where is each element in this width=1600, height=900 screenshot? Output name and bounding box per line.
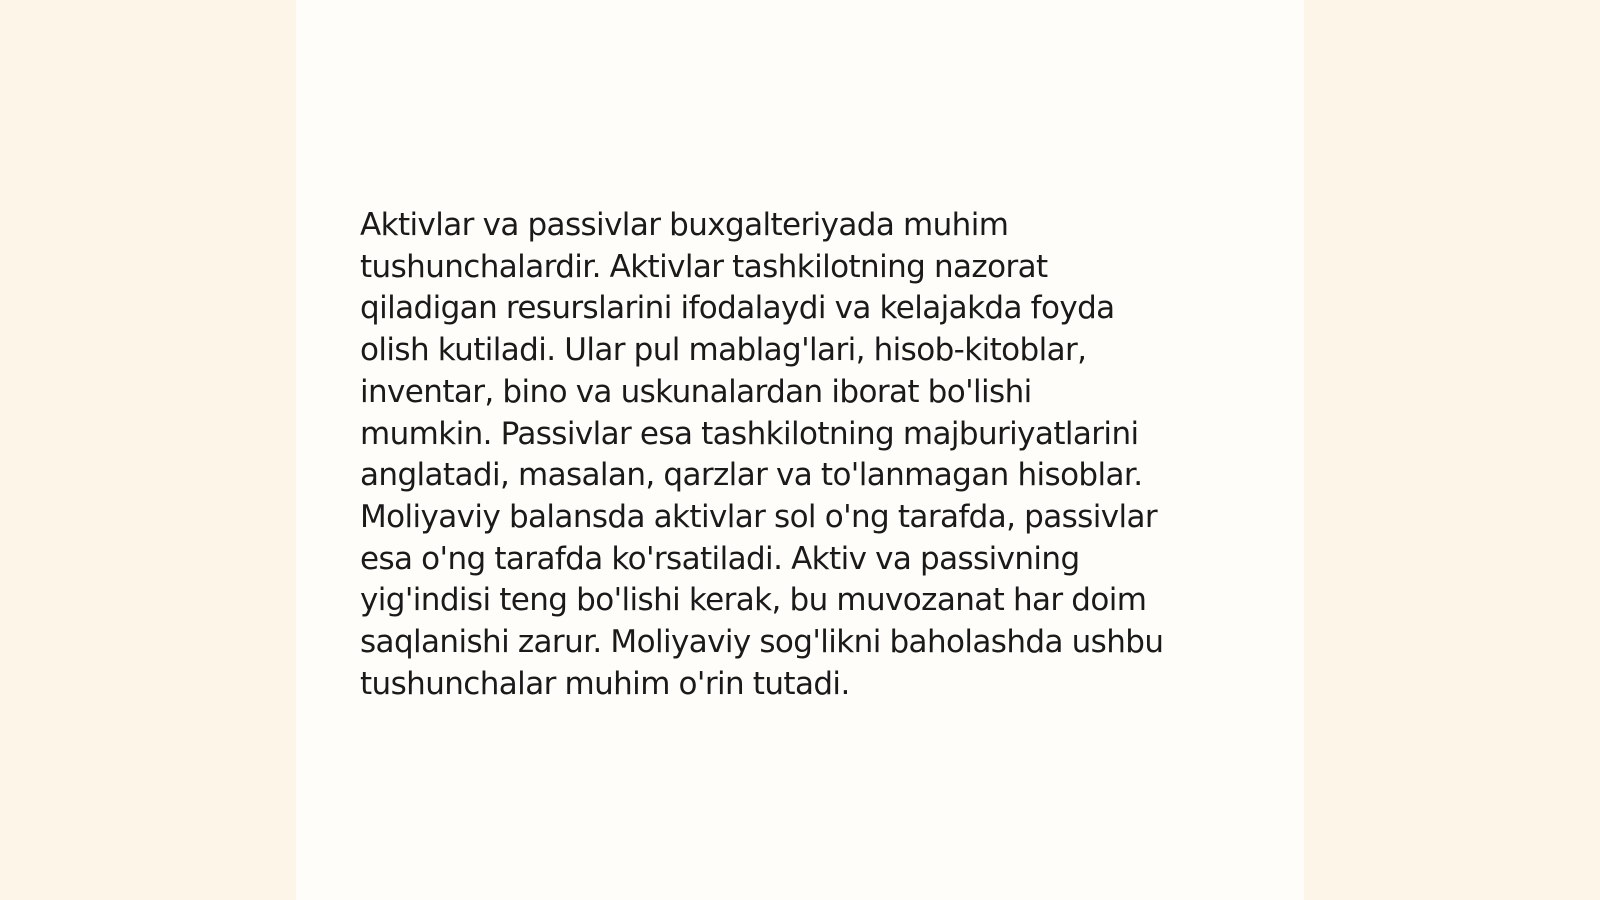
paragraph-line: Aktivlar va passivlar buxgalteriyada muhim: [360, 207, 1009, 243]
paragraph-line: saqlanishi zarur. Moliyaviy sog'likni baholashda ushbu: [360, 624, 1164, 661]
paragraph-line: yig'indisi teng bo'lishi kerak, bu muvozanat har doim: [360, 582, 1147, 619]
paragraph-line: tushunchalar muhim o'rin tutadi.: [360, 665, 850, 702]
right-margin-panel: [1304, 0, 1600, 900]
paragraph-line: olish kutiladi. Ular pul mablag'lari, hisob-kitoblar,: [360, 332, 1087, 369]
paragraph-line: Moliyaviy balansda aktivlar sol o'ng tarafda, passivlar: [360, 498, 1158, 535]
paragraph-line: mumkin. Passivlar esa tashkilotning majburiyatlarini: [360, 415, 1139, 452]
document-paragraph: [360, 205, 1260, 705]
paragraph-line: inventar, bino va uskunalardan iborat bo'lishi: [360, 373, 1032, 410]
paragraph-line: tushunchalardir. Aktivlar tashkilotning nazorat: [360, 248, 1048, 285]
paragraph-line: esa o'ng tarafda ko'rsatiladi. Aktiv va passivning: [360, 540, 1080, 577]
paragraph-line: anglatadi, masalan, qarzlar va to'lanmagan hisoblar.: [360, 457, 1143, 494]
document-page: [296, 0, 1320, 900]
paragraph-line: qiladigan resurslarini ifodalaydi va kelajakda foyda: [360, 290, 1115, 327]
left-margin-panel: [0, 0, 296, 900]
